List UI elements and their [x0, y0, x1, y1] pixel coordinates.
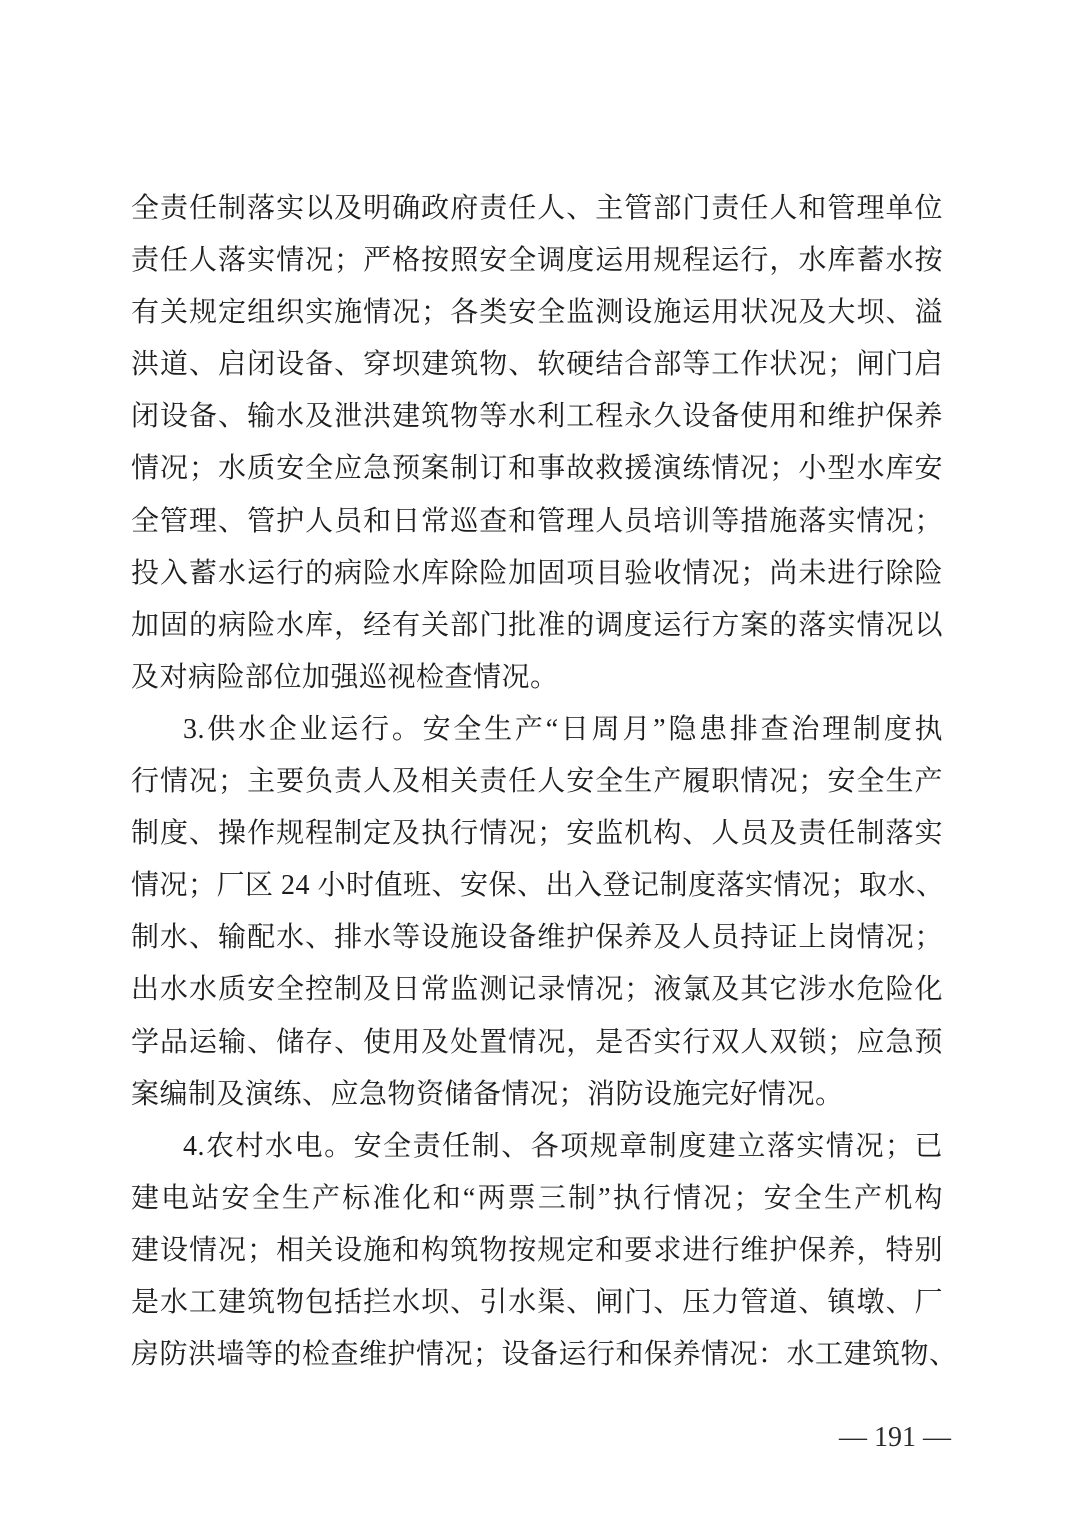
text-line: 闭设备、输水及泄洪建筑物等水利工程永久设备使用和维护保养 [131, 401, 943, 433]
text-line: 责任人落实情况；严格按照安全调度运用规程运行，水库蓄水按 [131, 245, 943, 277]
text-line: 制水、输配水、排水等设施设备维护保养及人员持证上岗情况； [131, 922, 943, 954]
document-body [131, 183, 958, 1381]
text-line: 房防洪墙等的检查维护情况；设备运行和保养情况：水工建筑物、 [131, 1339, 958, 1371]
text-line: 出水水质安全控制及日常监测记录情况；液氯及其它涉水危险化 [131, 974, 943, 1006]
text-line: 加固的病险水库，经有关部门批准的调度运行方案的落实情况以 [131, 609, 943, 641]
text-line: 学品运输、储存、使用及处置情况，是否实行双人双锁；应急预 [131, 1026, 943, 1058]
text-line: 全管理、管护人员和日常巡查和管理人员培训等措施落实情况； [131, 505, 943, 537]
text-line: 情况；厂区 24 小时值班、安保、出入登记制度落实情况；取水、 [131, 870, 945, 902]
text-line: 案编制及演练、应急物资储备情况；消防设施完好情况。 [131, 1078, 844, 1110]
text-line: 情况；水质安全应急预案制订和事故救援演练情况；小型水库安 [131, 453, 943, 485]
text-line: 建设情况；相关设施和构筑物按规定和要求进行维护保养，特别 [131, 1234, 943, 1266]
text-line: 洪道、启闭设备、穿坝建筑物、软硬结合部等工作状况；闸门启 [131, 349, 943, 381]
text-line: 制度、操作规程制定及执行情况；安监机构、人员及责任制落实 [131, 818, 943, 850]
text-line: 全责任制落实以及明确政府责任人、主管部门责任人和管理单位 [131, 193, 943, 224]
paragraph-start-line: 4.农村水电。安全责任制、各项规章制度建立落实情况；已 [183, 1130, 943, 1162]
text-line: 行情况；主要负责人及相关责任人安全生产履职情况；安全生产 [131, 766, 943, 798]
paragraph-start-line: 3.供水企业运行。安全生产“日周月”隐患排查治理制度执 [183, 713, 943, 745]
text-line: 是水工建筑物包括拦水坝、引水渠、闸门、压力管道、镇墩、厂 [131, 1286, 943, 1318]
page-number: — 191 — [839, 1422, 951, 1453]
text-line: 有关规定组织实施情况；各类安全监测设施运用状况及大坝、溢 [131, 297, 943, 329]
text-line: 建电站安全生产标准化和“两票三制”执行情况；安全生产机构 [131, 1182, 943, 1214]
text-line: 投入蓄水运行的病险水库除险加固项目验收情况；尚未进行除险 [131, 557, 943, 589]
text-line: 及对病险部位加强巡视检查情况。 [131, 661, 559, 693]
